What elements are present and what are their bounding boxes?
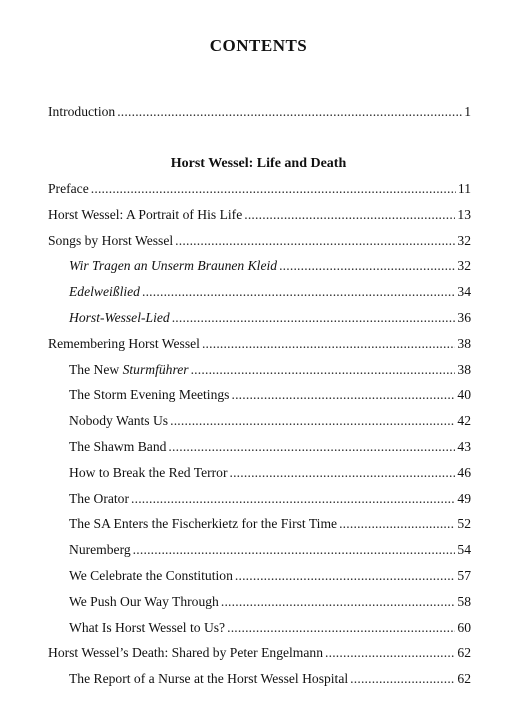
dot-leader — [339, 515, 455, 533]
toc-entry[interactable] — [69, 567, 471, 585]
toc-entry-label — [69, 619, 225, 637]
toc-entry[interactable] — [48, 232, 471, 250]
toc-entry-page: 32 — [457, 232, 471, 248]
toc-entry-page: 13 — [457, 206, 471, 222]
toc-entry-text: Songs by Horst Wessel — [48, 232, 174, 248]
toc-entry-page: 57 — [457, 568, 471, 583]
dot-leader — [131, 490, 455, 508]
toc-entry-label — [69, 412, 168, 430]
toc-entry[interactable] — [69, 670, 471, 688]
toc-entry-label: Introduction — [48, 104, 116, 119]
dot-leader — [279, 257, 455, 275]
toc-entry[interactable] — [69, 257, 471, 275]
dot-leader — [229, 464, 455, 482]
toc-entry-text: Nuremberg — [69, 542, 131, 558]
toc-entry-text: Preface — [48, 181, 89, 196]
toc-entry-label — [69, 283, 140, 301]
toc-entry-label — [48, 335, 200, 353]
toc-entry-label — [69, 386, 229, 404]
dot-leader — [117, 103, 462, 121]
toc-entry-label — [48, 206, 242, 224]
toc-entry-italic-text: Edelweißlied — [69, 284, 140, 300]
dot-leader — [227, 619, 455, 637]
toc-entry[interactable] — [69, 541, 471, 559]
toc-entry[interactable] — [69, 490, 471, 508]
toc-entry-page: 58 — [457, 593, 471, 609]
toc-entry-label — [69, 515, 337, 533]
toc-entry[interactable] — [69, 438, 471, 456]
toc-entry-page: 40 — [457, 387, 471, 403]
toc-entry-label — [69, 541, 131, 559]
toc-entry-page: 46 — [457, 464, 471, 480]
toc-entry-label — [69, 567, 233, 585]
toc-entry[interactable] — [69, 464, 471, 482]
toc-entry-page: 60 — [457, 619, 471, 635]
toc-entry-label — [69, 464, 227, 482]
toc-entry-italic-text: Sturmführer — [122, 361, 189, 377]
toc-entry[interactable] — [69, 619, 471, 637]
toc-entry-page: 34 — [457, 284, 471, 300]
toc-entry-page: 54 — [457, 542, 471, 558]
toc-entry[interactable] — [48, 335, 471, 353]
page-title: CONTENTS — [209, 36, 308, 55]
toc-entry-page: 62 — [457, 671, 471, 687]
toc-entry-text: We Push Our Way Through — [69, 593, 219, 609]
toc-entry-page: 38 — [457, 361, 471, 377]
toc-entry-label — [69, 257, 277, 275]
toc-entry[interactable] — [69, 412, 471, 430]
dot-leader — [325, 644, 455, 662]
toc-entry-label — [69, 593, 219, 611]
toc-entry-text: Nobody Wants Us — [69, 413, 169, 429]
toc-entry-page: 11 — [457, 181, 471, 196]
dot-leader — [231, 386, 455, 404]
dot-leader — [170, 412, 455, 430]
toc-entry[interactable] — [69, 386, 471, 404]
toc-entry-page: 32 — [457, 258, 471, 274]
toc-entry[interactable] — [69, 361, 471, 379]
toc-entry-text: We Celebrate the Constitution — [69, 568, 233, 583]
toc-entry[interactable] — [69, 515, 471, 533]
dot-leader — [168, 438, 455, 456]
toc-entry-italic-text: Wir Tragen an Unserm Braunen Kleid — [69, 258, 278, 274]
section-heading: Horst Wessel: Life and Death — [170, 156, 347, 171]
toc-entry-introduction[interactable] — [48, 103, 471, 121]
dot-leader — [202, 335, 455, 353]
dot-leader — [244, 206, 455, 224]
toc-entry-text: The Report of a Nurse at the Horst Wessel Hospital — [69, 671, 349, 687]
toc-entry-text: The SA Enters the Fischerkietz for the First Time — [69, 516, 338, 532]
toc-entry-label — [48, 644, 323, 662]
toc-entry-text: Remembering Horst Wessel — [48, 335, 200, 351]
toc-entry-italic-text: Horst-Wessel-Lied — [69, 310, 170, 325]
toc-entry-page: 42 — [457, 413, 471, 429]
toc-entry-text: The Shawm Band — [69, 439, 167, 454]
toc-entry[interactable] — [69, 309, 471, 327]
toc-entry-label — [69, 490, 129, 508]
dot-leader — [235, 567, 456, 585]
toc-entry-text: The Storm Evening Meetings — [69, 387, 230, 403]
toc-entry-label — [69, 438, 166, 456]
toc-entry[interactable] — [69, 593, 471, 611]
toc-entry-label — [69, 361, 189, 379]
toc-entry-text: What Is Horst Wessel to Us? — [69, 619, 226, 635]
dot-leader — [175, 232, 455, 250]
toc-entry[interactable] — [48, 644, 471, 662]
toc-entry[interactable] — [48, 206, 471, 224]
dot-leader — [350, 670, 455, 688]
toc-entry-label — [69, 309, 170, 327]
toc-entry[interactable] — [69, 283, 471, 301]
toc-entry-label — [48, 180, 89, 198]
toc-entry[interactable] — [48, 180, 471, 198]
toc-entry-page: 36 — [457, 310, 471, 325]
toc-entry-page: 49 — [457, 490, 471, 506]
dot-leader — [133, 541, 456, 559]
toc-entry-text: How to Break the Red Terror — [69, 464, 228, 480]
toc-entry-page: 52 — [457, 516, 471, 532]
toc-entry-label — [69, 670, 348, 688]
dot-leader — [191, 361, 456, 379]
toc-entry-page: 38 — [457, 335, 471, 351]
dot-leader — [172, 309, 456, 327]
toc-entry-text: Horst Wessel’s Death: Shared by Peter Engelmann — [48, 645, 324, 661]
dot-leader — [142, 283, 455, 301]
toc-entry-label — [48, 232, 173, 250]
toc-entry-text: The Orator — [69, 490, 130, 506]
toc-entry-page: 43 — [457, 439, 471, 454]
dot-leader — [91, 180, 456, 198]
toc-entry-text: Horst Wessel: A Portrait of His Life — [48, 206, 243, 222]
dot-leader — [221, 593, 456, 611]
toc-entry-text: The New — [69, 361, 123, 377]
toc-entry-page: 62 — [457, 645, 471, 661]
toc-entry-page: 1 — [464, 104, 471, 119]
